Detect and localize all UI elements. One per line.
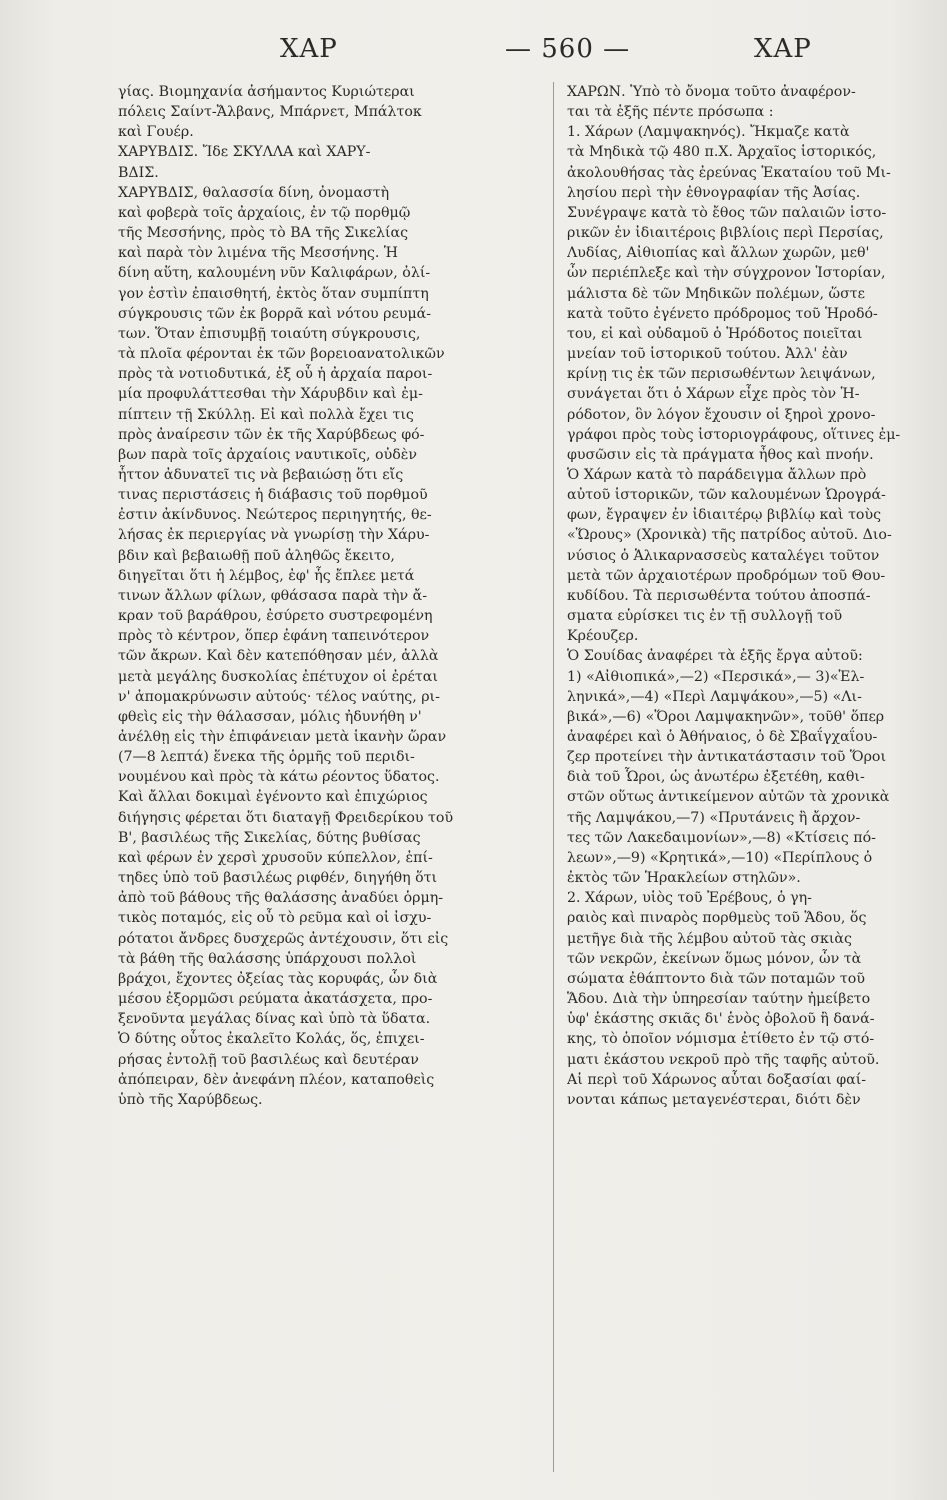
left-column-line: ΒΔΙΣ. xyxy=(118,164,159,181)
right-column-line: ματι ἑκάστου νεκροῦ πρὸ τῆς ταφῆς αὐτοῦ. xyxy=(567,1051,880,1068)
right-column-line: νονται κάπως μεταγενέστεραι, διότι δὲν xyxy=(567,1091,861,1108)
left-column-line: ν' ἀπομακρύνωσιν αὐτούς· τέλος ναύτης, ρι- xyxy=(118,688,440,705)
left-column-line: τῶν ἄκρων. Καὶ δὲν κατεπόθησαν μέν, ἀλλὰ xyxy=(118,648,439,665)
right-column-line: ραιὸς καὶ πιναρὸς πορθμεὺς τοῦ Ἅδου, ὅς xyxy=(567,910,867,927)
left-column-line: Β', βασιλέως τῆς Σικελίας, δύτης βυθίσας xyxy=(118,829,421,846)
left-column-line: νουμένου καὶ πρὸς τὰ κάτω ρέοντος ὕδατος. xyxy=(118,769,440,786)
right-column-line: νύσιος ὁ Ἁλικαρνασσεὺς καταλέγει τοῦτον xyxy=(567,547,880,564)
left-column-line: τινας περιστάσεις ἡ διάβασις τοῦ πορθμοῦ xyxy=(118,487,428,504)
right-column-line: κυδίδου. Τὰ περισωθέντα τούτου ἀποσπά- xyxy=(567,587,871,604)
right-column-line: στῶν οὕτως ἀντικείμενον αὐτῶν τὰ χρονικὰ xyxy=(567,789,890,806)
right-column-line: Κρέουζερ. xyxy=(567,628,639,645)
right-column-line: 1) «Αἰθιοπικά»,—2) «Περσικά»,— 3)«Ἑλ- xyxy=(567,668,865,685)
left-column xyxy=(118,82,540,1472)
right-column-line: μνείαν τοῦ ἱστορικοῦ τούτου. Ἀλλ' ἐὰν xyxy=(567,346,848,363)
left-column-line: βων παρὰ τοῖς ἀρχαίοις ναυτικοῖς, οὐδὲν xyxy=(118,446,417,463)
right-column-line: τες τῶν Λακεδαιμονίων»,—8) «Κτίσεις πό- xyxy=(567,829,876,846)
right-column-line: ρικῶν ἐν ἰδιαιτέροις βιβλίοις περὶ Περσίας, xyxy=(567,225,884,242)
left-column-line: πόλεις Σαίντ-Ἄλβανς, Μπάρνετ, Μπάλτοκ xyxy=(118,104,422,121)
right-column-line: Λυδίας, Αἰθιοπίας καὶ ἄλλων χωρῶν, μεθ' xyxy=(567,245,870,262)
right-column-line: μετῆγε διὰ τῆς λέμβου αὐτοῦ τὰς σκιὰς xyxy=(567,930,852,947)
left-column-line: (7—8 λεπτά) ἕνεκα τῆς ὁρμῆς τοῦ περιδι- xyxy=(118,749,415,766)
left-column-line: διήγησις φέρεται ὅτι διαταγῇ Φρειδερίκου τοῦ xyxy=(118,809,454,826)
page-number: — 560 — xyxy=(505,34,631,64)
right-column-line: ΧΑΡΩΝ. Ὑπὸ τὸ ὄνομα τοῦτο ἀναφέρον- xyxy=(567,84,856,100)
right-column-line: μάλιστα δὲ τῶν Μηδικῶν πολέμων, ὥστε xyxy=(567,285,865,302)
left-column-line: τῆς Μεσσήνης, πρὸς τὸ ΒΑ τῆς Σικελίας xyxy=(118,225,409,242)
left-column-line: Ὁ δύτης οὗτος ἐκαλεῖτο Κολάς, ὅς, ἐπιχει- xyxy=(118,1031,425,1048)
right-column-line: σώματα ἐθάπτοντο διὰ τῶν ποταμῶν τοῦ xyxy=(567,970,865,987)
left-column-line: γίας. Βιομηχανία ἀσήμαντος Κυριώτεραι xyxy=(118,84,415,100)
right-column-line: «Ὥρους» (Χρονικὰ) τῆς πατρίδος αὐτοῦ. Διο- xyxy=(567,527,892,544)
left-column-line: πρὸς τὸ κέντρον, ὅπερ ἐφάνη ταπεινότερον xyxy=(118,628,430,645)
right-column-line: φυσῶσιν εἰς τὰ πράγματα ἦθος καὶ πνοήν. xyxy=(567,446,874,463)
right-column-line: αὐτοῦ ἱστορικῶν, τῶν καλουμένων Ὡρογρά- xyxy=(567,487,886,504)
left-column-line: καὶ παρὰ τὸν λιμένα τῆς Μεσσήνης. Ἡ xyxy=(118,245,398,262)
left-column-line: καὶ Γουέρ. xyxy=(118,124,194,141)
left-column-line: ρότατοι ἄνδρες δυσχερῶς ἀντέχουσιν, ὅτι εἰς xyxy=(118,930,449,947)
left-column-line: διηγεῖται ὅτι ἡ λέμβος, ἐφ' ἧς ἔπλεε μετά xyxy=(118,567,415,584)
left-column-line: τινων ἄλλων φίλων, φθάσασα παρὰ τὴν ἄ- xyxy=(118,587,428,604)
right-column-line: ληνικά»,—4) «Περὶ Λαμψάκου»,—5) «Λι- xyxy=(567,688,862,705)
right-column-line: ζερ προτείνει τὴν ἀντικατάστασιν τοῦ Ὅροι xyxy=(567,749,887,766)
left-column-line: λήσας ἐκ περιεργίας νὰ γνωρίσῃ τὴν Χάρυ- xyxy=(118,527,430,544)
left-column-line: ἐστιν ἀκίνδυνος. Νεώτερος περιηγητής, θε- xyxy=(118,507,432,524)
left-column-line: ἧττον ἀδυνατεῖ τις νὰ βεβαιώσῃ ὅτι εἴς xyxy=(118,466,404,483)
right-column-line: Ἅδου. Διὰ τὴν ὑπηρεσίαν ταύτην ἠμείβετο xyxy=(567,991,871,1008)
left-column-line: καὶ φοβερὰ τοῖς ἀρχαίοις, ἐν τῷ πορθμῷ xyxy=(118,204,411,221)
right-column-line: τῶν νεκρῶν, ἐκείνων ὅμως μόνον, ὧν τὰ xyxy=(567,950,862,967)
header-right-keyword: ΧΑΡ xyxy=(754,34,812,64)
right-column-line: κης, τὸ ὁποῖον νόμισμα ἐτίθετο ἐν τῷ στό- xyxy=(567,1031,875,1048)
right-column-line: φων, ἔγραψεν ἐν ἰδιαιτέρῳ βιβλίῳ καὶ τοὺς xyxy=(567,507,882,524)
right-column-line: τῆς Λαμψάκου,—7) «Πρυτάνεις ἢ ἄρχον- xyxy=(567,809,861,826)
right-column-line: ρόδοτον, ὃν λόγον ἔχουσιν οἱ ξηροὶ χρονο- xyxy=(567,406,876,423)
right-column-line: μετὰ τῶν ἀρχαιοτέρων προδρόμων τοῦ Θου- xyxy=(567,567,886,584)
left-column-line: βδιν καὶ βεβαιωθῇ ποῦ ἀληθῶς ἔκειτο, xyxy=(118,547,395,564)
left-column-line: γον ἐστὶν ἐπαισθητή, ἐκτὸς ὅταν συμπίπτη xyxy=(118,285,429,302)
left-column-line: ἀπὸ τοῦ βάθους τῆς θαλάσσης ἀναδύει ὁρμη- xyxy=(118,890,444,907)
left-column-line: ΧΑΡΥΒΔΙΣ, θαλασσία δίνη, ὀνομαστὴ xyxy=(118,184,390,201)
left-column-line: Καὶ ἄλλαι δοκιμαὶ ἐγένοντο καὶ ἐπιχώριος xyxy=(118,789,428,806)
left-column-line: βράχοι, ἔχοντες ὀξείας τὰς κορυφάς, ὧν διὰ xyxy=(118,970,438,987)
left-column-line: των. Ὅταν ἐπισυμβῇ τοιαύτη σύγκρουσις, xyxy=(118,325,421,342)
right-column-line: 1. Χάρων (Λαμψακηνός). Ἤκμαζε κατὰ xyxy=(567,124,850,141)
header-left-keyword: ΧΑΡ xyxy=(280,34,338,64)
left-column-line: τὰ βάθη τῆς θαλάσσης ὑπάρχουσι πολλοὶ xyxy=(118,950,417,967)
right-column-line: ἀκολουθήσας τὰς ἐρεύνας Ἑκαταίου τοῦ Μι- xyxy=(567,164,891,181)
right-column-line: ἐκτὸς τῶν Ἡρακλείων στηλῶν». xyxy=(567,870,801,887)
right-column-line: 2. Χάρων, υἱὸς τοῦ Ἐρέβους, ὁ γη- xyxy=(567,890,812,907)
left-column-line: ἀνέλθῃ εἰς τὴν ἐπιφάνειαν μετὰ ἱκανὴν ὥραν xyxy=(118,729,447,745)
left-column-line: μέσου ἐξορμῶσι ρεύματα ἀκατάσχετα, προ- xyxy=(118,991,433,1008)
right-column-line: βικά»,—6) «Ὅροι Λαμψακηνῶν», τοῦθ' ὅπερ xyxy=(567,708,885,725)
left-column-line: ὑπὸ τῆς Χαρύβδεως. xyxy=(118,1091,263,1108)
right-column-line: ὑφ' ἑκάστης σκιᾶς δι' ἑνὸς ὀβολοῦ ἢ δανά- xyxy=(567,1011,875,1028)
left-column-line: σύγκρουσις τῶν ἐκ βορρᾶ καὶ νότου ρευμά- xyxy=(118,305,432,322)
left-column-line: ρήσας ἐντολῇ τοῦ βασιλέως καὶ δευτέραν xyxy=(118,1051,419,1068)
right-column-line: κατὰ τοῦτο ἐγένετο πρόδρομος τοῦ Ἡροδό- xyxy=(567,305,878,322)
right-column-line: Ὁ Χάρων κατὰ τὸ παράδειγμα ἄλλων πρὸ xyxy=(567,466,867,483)
page-header xyxy=(90,28,870,68)
left-column-line: μετὰ μεγάλης δυσκολίας ἐπέτυχον οἱ ἐρέται xyxy=(118,668,438,685)
left-column-line: τικὸς ποταμός, εἰς οὗ τὸ ρεῦμα καὶ οἱ ἰσχυ- xyxy=(118,910,432,927)
right-column-line: Ὁ Σουίδας ἀναφέρει τὰ ἑξῆς ἔργα αὐτοῦ: xyxy=(567,648,863,665)
right-column-line: λεων»,—9) «Κρητικά»,—10) «Περίπλους ὁ xyxy=(567,849,873,866)
left-column-line: κραν τοῦ βαράθρου, ἐσύρετο συστρεφομένη xyxy=(118,608,433,625)
left-column-line: μία προφυλάττεσθαι τὴν Χάρυβδιν καὶ ἐμ- xyxy=(118,386,423,403)
right-column-line: κρίνῃ τις ἐκ τῶν περισωθέντων λειψάνων, xyxy=(567,366,876,383)
left-column-line: τηδες ὑπὸ τοῦ βασιλέως ριφθέν, διηγήθη ὅτι xyxy=(118,870,438,887)
right-column-line: ἀναφέρει καὶ ὁ Ἀθήναιος, ὁ δὲ Σβαΐγχαΐου- xyxy=(567,729,878,745)
right-column xyxy=(567,82,939,1472)
right-column-line: σματα εὑρίσκει τις ἐν τῇ συλλογῇ τοῦ xyxy=(567,608,843,625)
right-column-line: τὰ Μηδικὰ τῷ 480 π.Χ. Ἀρχαῖος ἱστορικός, xyxy=(567,144,877,161)
right-column-line: Αἱ περὶ τοῦ Χάρωνος αὗται δοξασίαι φαί- xyxy=(567,1071,867,1088)
left-column-line: πρὸς ἀναίρεσιν τῶν ἐκ τῆς Χαρύβδεως φό- xyxy=(118,426,425,443)
left-column-line: δίνη αὕτη, καλουμένη νῦν Καλιφάρων, ὀλί- xyxy=(118,265,431,282)
right-column-line: διὰ τοῦ Ὧροι, ὡς ἀνωτέρω ἐξετέθη, καθι- xyxy=(567,769,865,786)
right-column-line: γράφοι πρὸς τοὺς ἱστοριογράφους, οἵτινες ἐμ- xyxy=(567,426,901,443)
left-column-line: πίπτειν τῇ Σκύλλῃ. Εἰ καὶ πολλὰ ἔχει τις xyxy=(118,406,414,423)
left-column-line: πρὸς τὰ νοτιοδυτικά, ἐξ οὗ ἡ ἀρχαία παροι- xyxy=(118,366,433,383)
left-column-line: καὶ φέρων ἐν χερσὶ χρυσοῦν κύπελλον, ἐπί- xyxy=(118,849,433,866)
left-column-line: ξενοῦντα μεγάλας δίνας καὶ ὑπὸ τὰ ὕδατα. xyxy=(118,1011,431,1028)
column-divider xyxy=(553,82,554,1472)
left-column-line: τὰ πλοῖα φέρονται ἐκ τῶν βορειοανατολικῶν xyxy=(118,346,445,363)
right-column-line: συνάγεται ὅτι ὁ Χάρων εἶχε πρὸς τὸν Ἡ- xyxy=(567,386,860,403)
left-column-line: ΧΑΡΥΒΔΙΣ. Ἴδε ΣΚΥΛΛΑ καὶ ΧΑΡΥ- xyxy=(118,144,371,161)
left-column-line: φθεὶς εἰς τὴν θάλασσαν, μόλις ἠδυνήθη ν' xyxy=(118,708,422,725)
right-column-line: του, εἰ καὶ οὐδαμοῦ ὁ Ἡρόδοτος ποιεῖται xyxy=(567,325,863,342)
left-column-line: ἀπόπειραν, δὲν ἀνεφάνη πλέον, καταποθεὶς xyxy=(118,1071,435,1088)
right-column-line: λησίου περὶ τὴν ἐθνογραφίαν τῆς Ἀσίας. xyxy=(567,184,861,201)
right-column-line: ὧν περιέπλεξε καὶ τὴν σύγχρονον Ἱστορίαν, xyxy=(567,265,886,282)
right-column-line: ται τὰ ἑξῆς πέντε πρόσωπα : xyxy=(567,104,774,121)
right-column-line: Συνέγραψε κατὰ τὸ ἔθος τῶν παλαιῶν ἱστο- xyxy=(567,204,887,221)
